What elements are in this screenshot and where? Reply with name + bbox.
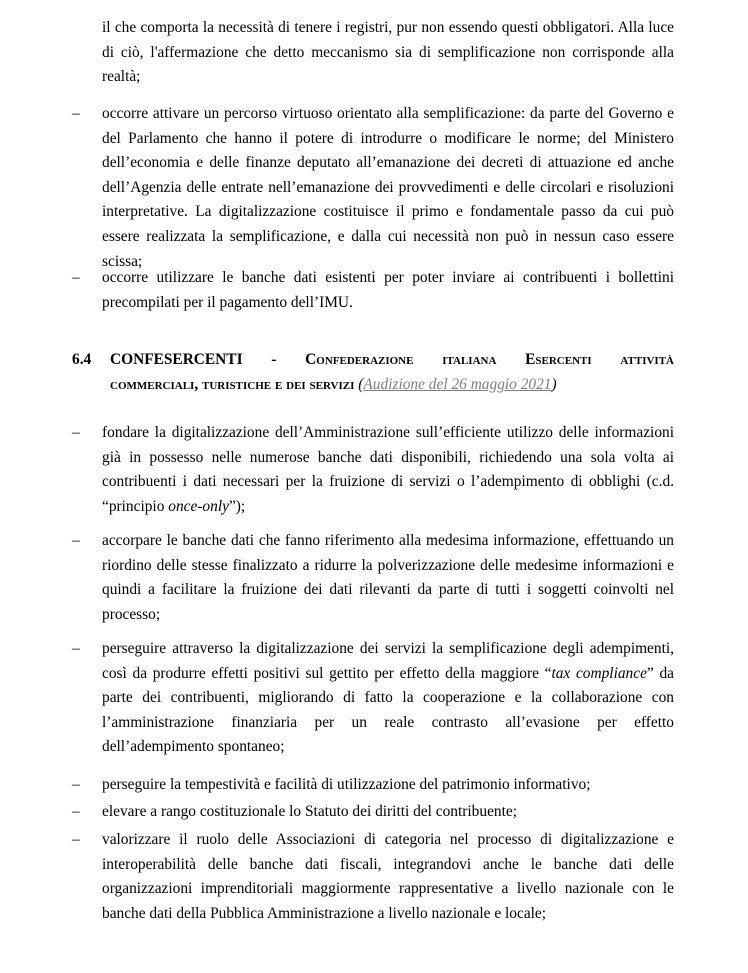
section-title-word: attività: [620, 351, 674, 368]
dash-bullet: –: [72, 105, 80, 122]
dash-bullet: –: [72, 269, 80, 286]
text-run: ”);: [228, 497, 246, 515]
section-title-separator: -: [271, 351, 277, 368]
list-item-text: occorre utilizzare le banche dati esistenti per poter inviare ai contribuenti i bollettini precompilati per il pagamento dell’IMU.: [102, 269, 674, 311]
section-number: 6.4: [72, 351, 92, 368]
dash-bullet: –: [72, 532, 80, 549]
list-item-text: elevare a rango costituzionale lo Statuto dei diritti del contribuente;: [102, 803, 517, 820]
dash-bullet: –: [72, 424, 80, 441]
section-title-name: CONFESERCENTI: [110, 351, 243, 368]
text-run: perseguire attraverso la digitalizzazione dei servizi la semplificazione degli adempimenti, così da produrre effetti positivi sul gettito per effetto della maggiore “: [102, 640, 674, 682]
list-item-text: occorre attivare un percorso virtuoso orientato alla semplificazione: da parte del Governo e del Parlamento che hanno il potere di introdurre o modificare le norme; del Ministero dell’economia e delle finanze deputato all’emanazione dei decreti di attuazione ed anche dell’Agenzia delle entrate nell’emanazione dei provvedimenti e delle circolari e risoluzioni interpretative. La digitalizzazione costituisce il primo e fondamentale passo da cui può essere realizzata la semplificazione, e dalla cui necessità non può in nessun caso essere scissa;: [102, 105, 674, 270]
hearing-link[interactable]: Audizione del 26 maggio 2021: [363, 376, 552, 393]
section-title-continuation: commerciali, turistiche e dei servizi: [110, 376, 355, 393]
italic-run: tax compliance: [551, 664, 647, 682]
continuation-paragraph: il che comporta la necessità di tenere i registri, pur non essendo questi obbligatori. Alla luce di ciò, l'affermazione che detto meccanismo sia di semplificazione non corrisponde alla realtà;: [102, 19, 674, 86]
section-title-word: Confederazione: [305, 351, 414, 368]
list-item-text: accorpare le banche dati che fanno riferimento alla medesima informazione, effettuando un riordino delle stesse finalizzato a ridurre la polverizzazione delle medesime informazioni e quindi a facilitare la fruizione dei dati rilevanti da parte di tutti i soggetti coinvolti nel processo;: [102, 532, 674, 623]
section-title-line-2: [110, 373, 557, 398]
paren-close: ): [551, 376, 557, 393]
dash-bullet: –: [72, 640, 80, 657]
paren-open: (: [358, 376, 364, 393]
text-run: ” da parte dei contribuenti, migliorando di fatto la cooperazione e la collaborazione con l’amministrazione finanziaria per un reale contrasto all’evasione per effetto dell’adempimento spontaneo;: [102, 664, 674, 756]
list-item-text: [102, 421, 674, 519]
section-title-word: Esercenti: [525, 351, 592, 368]
italic-run: once-only: [168, 497, 229, 515]
dash-bullet: –: [72, 831, 80, 848]
dash-bullet: –: [72, 803, 80, 820]
text-run: fondare la digitalizzazione dell’Amministrazione sull’efficiente utilizzo delle informazioni già in possesso nelle numerose banche dati disponibili, richiedendo una sola volta ai contribuenti i dati necessari per la fruizione di servizi o l’adempimento di obblighi (c.d. “principio: [102, 424, 674, 515]
list-item-text: valorizzare il ruolo delle Associazioni di categoria nel processo di digitalizzazione e interoperabilità delle banche dati fiscali, integrandovi anche le banche dati delle organizzazioni imprenditoriali maggiormente rappresentative a livello nazionale con le banche dati della Pubblica Amministrazione a livello nazionale e locale;: [102, 831, 674, 922]
section-title-line-1: [110, 348, 674, 373]
section-title-word: italiana: [442, 351, 497, 368]
dash-bullet: –: [72, 776, 80, 793]
list-item-text: [102, 637, 674, 760]
list-item-text: perseguire la tempestività e facilità di utilizzazione del patrimonio informativo;: [102, 776, 591, 793]
